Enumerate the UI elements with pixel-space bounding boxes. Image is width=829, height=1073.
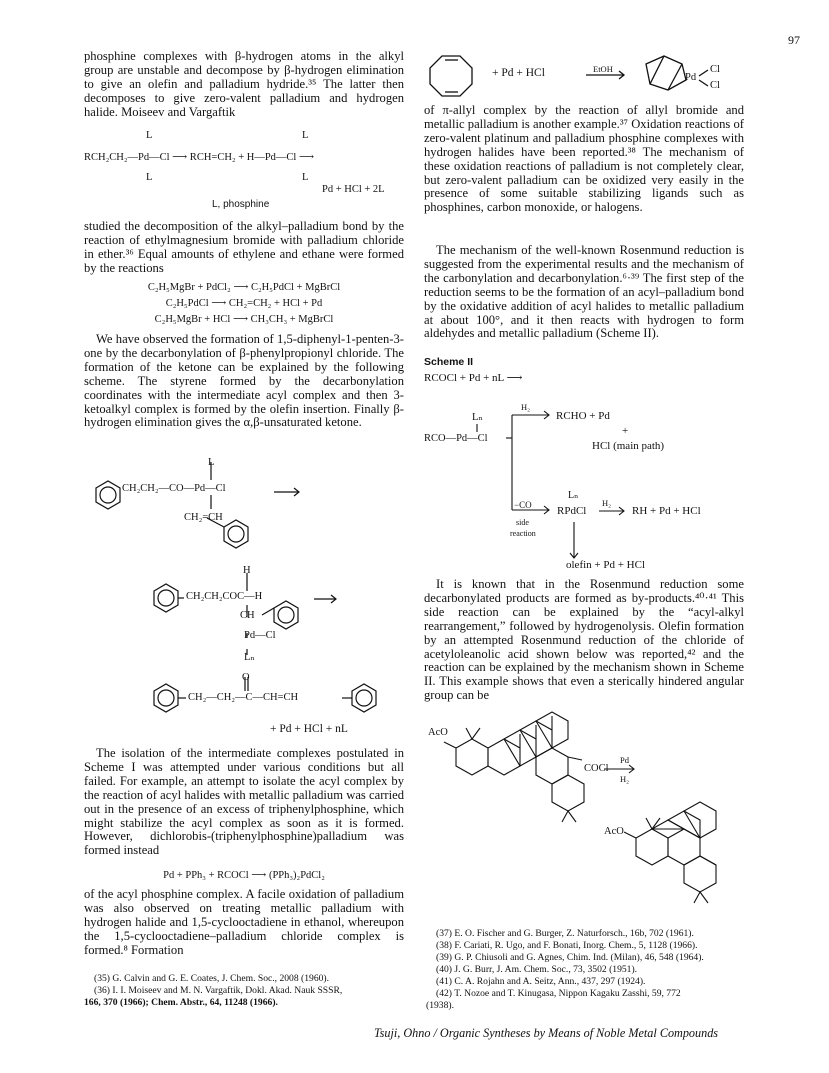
scheme1-hydrogen: H: [243, 565, 251, 576]
footnote-36-cont: 166, 370 (1966); Chem. Abstr., 64, 11248 (1966).: [84, 997, 278, 1008]
footnote-38: (38) F. Cariati, R. Ugo, and F. Bonati, Inorg. Chem., 5, 1128 (1966).: [436, 940, 698, 951]
scheme2-reaction: reaction: [510, 529, 536, 538]
scheme1-pdcl: Pd—Cl: [244, 630, 276, 641]
scheme2-ln-2: Lₙ: [568, 490, 579, 501]
left-paragraph-1: phosphine complexes with β-hydrogen atoms in the alkyl group are unstable and decompose by β-hydrogen elimination to give an olefin and palladium hydride.³⁵ The latter then decomposes to give zero-valent palladium and hydrogen halide. Moiseev and Vargaftik: [84, 49, 404, 119]
eq1-ligand-bottom-a: L: [146, 172, 153, 183]
eq1-products: Pd + HCl + 2L: [322, 184, 385, 195]
scheme1-acyl-complex: CH₂CH₂—CO—Pd—Cl: [122, 483, 226, 494]
left-paragraph-3: We have observed the formation of 1,5-diphenyl-1-penten-3-one by the decarbonylation of β-phenylpropionyl chloride. The formation of the ketone can be explained by the following scheme. The styrene formed by the decarbonylation coordinates with the intermediate acyl complex and then 3-ketoalkyl complex is formed by the olefin insertion. Finally β-hydrogen elimination gives the α,β-unsaturated ketone.: [84, 332, 404, 430]
footnote-42: (42) T. Nozoe and T. Kinugasa, Nippon Kagaku Zasshi, 59, 772: [436, 988, 681, 999]
running-footer: Tsuji, Ohno / Organic Syntheses by Means of Noble Metal Compounds: [374, 1026, 719, 1040]
right-paragraph-1: of π-allyl complex by the reaction of allyl bromide and metallic palladium is another example.³⁷ Oxidation reactions of zero-valent platinum and palladium phosphine complexes with hydrogen halides have been reported.³⁸ The mechanism of these oxidation reactions of palladium is not completely clear, but zero-valent palladium can be oxidized very easily in the presence of some suitable stabilizing ligands such as phosphines, carbon monoxide, or halogens.: [424, 103, 744, 215]
aco-label-1: AcO: [428, 727, 448, 738]
eq1-ligand-top-b: L: [302, 130, 309, 141]
scheme2-hydrogenolysis-products: RH + Pd + HCl: [632, 505, 701, 517]
scheme2-h2: H₂: [521, 402, 531, 412]
scheme2-acyl-complex: RCO—Pd—Cl: [424, 433, 488, 444]
eq1-ligand-top-a: L: [146, 130, 153, 141]
footnote-41: (41) C. A. Rojahn and A. Seitz, Ann., 437, 297 (1924).: [436, 976, 646, 987]
eq2-line-3: C₂H₅MgBr + HCl ⟶ CH₃CH₃ + MgBrCl: [154, 314, 334, 325]
cod-condition: EtOH: [593, 64, 613, 74]
scheme1-product: CH₂—CH₂—C—CH=CH: [188, 692, 299, 703]
scheme2-rpdcl: RPdCl: [557, 505, 587, 517]
scheme2-minus-co: −CO: [514, 500, 532, 510]
eq2-line-2: C₂H₅PdCl ⟶ CH₂=CH₂ + HCl + Pd: [165, 298, 323, 309]
footnote-42-cont: (1938).: [426, 1000, 454, 1011]
scheme2-olefin-products: olefin + Pd + HCl: [566, 559, 646, 571]
scheme2-ln: Lₙ: [472, 412, 483, 423]
scheme2-reagents: RCOCl + Pd + nL ⟶: [424, 372, 523, 384]
reaction-h2: H₂: [620, 774, 630, 784]
olefin-product: [624, 802, 716, 903]
footnote-36: (36) I. I. Moiseev and M. N. Vargaftik, Dokl. Akad. Nauk SSSR,: [94, 985, 343, 996]
footnote-40: (40) J. G. Burr, J. Am. Chem. Soc., 73, 3502 (1951).: [436, 964, 638, 975]
scheme2-h2-b: H₂: [602, 498, 612, 508]
scheme2-plus: +: [622, 425, 629, 437]
eq3: Pd + PPh₃ + RCOCl ⟶ (PPh₃)₂PdCl₂: [163, 870, 325, 881]
scheme1-ch: CH: [240, 610, 255, 621]
left-paragraph-5: of the acyl phosphine complex. A facile oxidation of palladium was also observed on treating metallic palladium with hydrogen halide and 1,5-cyclooctadiene in ethanol, whereupon the 1,5-cyclooctadiene–palladium chloride complex is formed.⁸ Formation: [84, 887, 404, 957]
scheme1-ln: Lₙ: [244, 652, 255, 663]
right-paragraph-3: It is known that in the Rosenmund reduction some decarbonylated products are formed as by-products.⁴⁰·⁴¹ This side reaction can be explained by the “acyl-alkyl rearrangement,” followed by hydrogenolysis. Olefin formation by an attempted Rosenmund reduction of the chloride of acetyloleanolic acid shown below was reported,⁴² and the reaction can be explained by the mechanism shown in Scheme II. This example shows that even a sterically hindered angular group can be: [424, 577, 744, 703]
scheme1-byproducts: + Pd + HCl + nL: [270, 723, 348, 735]
cocl-label: COCl: [584, 763, 609, 774]
eq1-ligand-bottom-b: L: [302, 172, 309, 183]
cod-cl-1: Cl: [710, 64, 720, 75]
left-paragraph-2: studied the decomposition of the alkyl–palladium bond by the reaction of ethylmagnesium bromide with palladium chloride in ether.³⁶ Equal amounts of ethylene and ethane were formed by the reactions: [84, 219, 404, 275]
footnote-37: (37) E. O. Fischer and G. Burger, Z. Naturforsch., 16b, 702 (1961).: [436, 928, 694, 939]
cyclooctadiene-ring: [430, 56, 472, 96]
cod-pd-complex: [646, 56, 686, 90]
scheme1-ligand: L: [208, 457, 215, 468]
eq2-line-1: C₂H₅MgBr + PdCl₂ ⟶ C₂H₅PdCl + MgBrCl: [147, 282, 341, 293]
scheme-1-structures: [84, 455, 404, 755]
oleanolic-structures: [424, 690, 754, 920]
cod-pd: Pd: [685, 72, 697, 83]
scheme2-main-path: HCl (main path): [592, 440, 665, 452]
eq1-reaction: RCH₂CH₂—Pd—Cl ⟶ RCH=CH₂ + H—Pd—Cl ⟶: [84, 152, 315, 163]
page-number: 97: [788, 33, 800, 47]
cod-reagents: + Pd + HCl: [492, 67, 545, 79]
scheme2-side: side: [516, 518, 529, 527]
right-paragraph-2: The mechanism of the well-known Rosenmund reduction is suggested from the experimental results and the mechanism of the carbonylation and decarbonylation.⁶·³⁹ The first step of the reduction seems to be the formation of an acyl–palladium bond by the oxidative addition of acyl halides to metallic palladium at about 100°, and it then reacts with hydrogen to form aldehydes and metallic palladium (Scheme II).: [424, 243, 744, 341]
scheme2-aldehyde: RCHO + Pd: [556, 410, 610, 422]
cod-cl-2: Cl: [710, 80, 720, 91]
cyclooctadiene-reaction: [424, 50, 754, 100]
aco-label-2: AcO: [604, 826, 624, 837]
scheme-2-label: Scheme II: [424, 356, 474, 368]
scheme1-styrene: CH₂=CH: [184, 512, 223, 523]
reaction-pd: Pd: [620, 755, 629, 765]
eq1-note: L, phosphine: [212, 199, 270, 210]
left-paragraph-4: The isolation of the intermediate complexes postulated in Scheme I was attempted under various conditions but all failed. For example, an attempt to isolate the acyl complex by the reaction of acyl halides with metallic palladium was carried out in the presence of an excess of triphenylphosphine, which might stabilize the acyl complex as soon as it is formed. However, dichlorobis-(triphenylphosphine)palladium was formed instead: [84, 746, 404, 858]
acetyloleanolic-chloride: [444, 712, 584, 822]
footnote-39: (39) G. P. Chiusoli and G. Agnes, Chim. Ind. (Milan), 46, 548 (1964).: [436, 952, 704, 963]
footnote-35: (35) G. Calvin and G. E. Coates, J. Chem. Soc., 2008 (1960).: [94, 973, 330, 984]
scheme1-oxygen: O: [242, 672, 250, 683]
scheme1-ketoalkyl: CH₂CH₂COC—H: [186, 591, 263, 602]
